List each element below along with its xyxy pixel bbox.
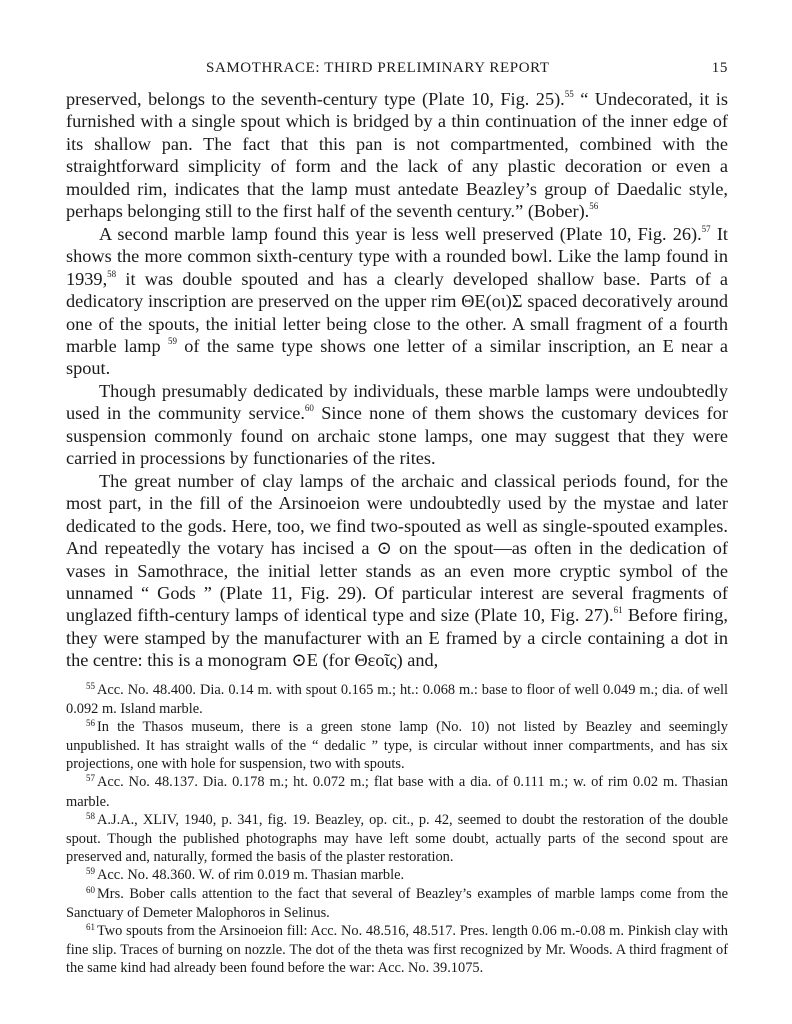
- footnote-ref-61: 61: [613, 605, 623, 616]
- text-run: The great number of clay lamps of the archaic and classical periods found, for the most part, in the fill of the Arsinoeion were undoubtedly used by the mystae and later dedicated to the gods. Here, too, we find two-spouted as well as single-spouted examples. And repeatedly the votary has incised a ⊙ on the spout—as often in the dedication of vases in Samothrace, the initial letter stands as an even more cryptic symbol of the unnamed “ Gods ” (Plate 11, Fig. 29). Of particular interest are several fragments of unglazed fifth-century lamps of identical type and size (Plate 10, Fig. 27).: [66, 470, 728, 626]
- footnote-60: [66, 885, 728, 922]
- footnote-ref-60: 60: [304, 403, 314, 414]
- footnote-ref-55: 55: [564, 89, 574, 99]
- running-title: SAMOTHRACE: THIRD PRELIMINARY REPORT: [206, 60, 550, 76]
- text-run: Though presumably dedicated by individuals, these marble lamps were undoubtedly used in the community service.: [66, 380, 728, 424]
- footnote-number: 56: [86, 718, 95, 729]
- footnote-ref-59: 59: [167, 335, 177, 346]
- footnote-56: [66, 718, 728, 773]
- body-text: [66, 88, 728, 672]
- footnote-ref-58: 58: [107, 268, 117, 279]
- footnote-number: 55: [86, 681, 95, 691]
- footnote-ref-57: 57: [701, 223, 711, 234]
- footnote-59: [66, 866, 728, 885]
- footnote-text: Acc. No. 48.400. Dia. 0.14 m. with spout 0.165 m.; ht.: 0.068 m.: base to floor of well 0.049 m.; dia. of well 0.092 m. Island marble.: [66, 682, 728, 718]
- text-run: It shows the more common sixth-century type with a rounded bowl. Like the lamp found in 1939,: [66, 223, 728, 289]
- footnote-number: 57: [86, 773, 95, 784]
- text-run: A second marble lamp found this year is less well preserved (Plate 10, Fig. 26).: [99, 223, 702, 244]
- footnote-text: Mrs. Bober calls attention to the fact that several of Beazley’s examples of marble lamps come from the Sanctuary of Demeter Malophoros in Selinus.: [66, 886, 728, 922]
- footnote-text: A.J.A., XLIV, 1940, p. 341, fig. 19. Beazley, op. cit., p. 42, seemed to doubt the restoration of the double spout. Though the published photographs may have left some doubt, actually parts of the second spout are preserved and, naturally, formed the basis of the plaster restoration.: [66, 811, 728, 865]
- footnote-number: 58: [86, 810, 95, 821]
- footnotes: [66, 681, 728, 978]
- footnote-text: Acc. No. 48.137. Dia. 0.178 m.; ht. 0.072 m.; flat base with a dia. of 0.111 m.; w. of rim 0.02 m. Thasian marble.: [66, 774, 728, 810]
- text-run: it was double spouted and has a clearly developed shallow base. Parts of a dedicatory inscription are preserved on the upper rim ΘE(οι)Σ spaced decoratively around one of the spouts, the initial letter being close to the other. A small fragment of a fourth marble lamp: [66, 268, 728, 356]
- text-run: “ Undecorated, it is furnished with a single spout which is bridged by a thin continuation of the inner edge of its shallow pan. The fact that this pan is not compartmented, combined with the straightforward simplicity of form and the lack of any plastic decoration or even a moulded rim, indicates that the lamp must antedate Beazley’s group of Daedalic style, perhaps belonging still to the first half of the seventh century.” (Bober).: [66, 89, 728, 222]
- footnote-ref-56: 56: [589, 201, 599, 212]
- text-run: Before firing, they were stamped by the manufacturer with an E framed by a circle containing a dot in the centre: this is a monogram ⊙E (for Θεοῖς) and,: [66, 605, 728, 671]
- text-run: of the same type shows one letter of a similar inscription, an E near a spout.: [66, 335, 728, 379]
- footnote-55: [66, 681, 728, 718]
- text-run: preserved, belongs to the seventh-century type (Plate 10, Fig. 25).: [66, 89, 565, 109]
- page-number: 15: [711, 60, 728, 76]
- footnote-number: 59: [86, 865, 95, 876]
- footnote-61: [66, 922, 728, 977]
- text-run: Since none of them shows the customary devices for suspension commonly found on archaic stone lamps, one may suggest that they were carried in processions by functionaries of the rites.: [66, 403, 728, 469]
- footnote-number: 61: [86, 922, 95, 933]
- footnote-number: 60: [86, 885, 95, 896]
- paragraph-4: [66, 470, 728, 672]
- paragraph-2: [66, 223, 728, 380]
- footnote-57: [66, 773, 728, 810]
- paragraph-3: [66, 380, 728, 470]
- footnote-text: In the Thasos museum, there is a green stone lamp (No. 10) not listed by Beazley and seemingly unpublished. It has straight walls of the “ dedalic ” type, is circular without inner compartments, and has six projections, one with hole for suspension, two with spouts.: [66, 719, 728, 773]
- footnote-text: Acc. No. 48.360. W. of rim 0.019 m. Thasian marble.: [97, 866, 405, 883]
- footnote-58: [66, 811, 728, 866]
- footnote-text: Two spouts from the Arsinoeion fill: Acc. No. 48.516, 48.517. Pres. length 0.06 m.-0.08 m. Pinkish clay with fine slip. Traces of burning on nozzle. The dot of the theta was first recognized by Mr. Woods. A third fragment of the same kind had already been found before the war: Acc. No. 39.1075.: [66, 923, 728, 977]
- running-header: [66, 60, 728, 80]
- paragraph-1: [66, 88, 728, 223]
